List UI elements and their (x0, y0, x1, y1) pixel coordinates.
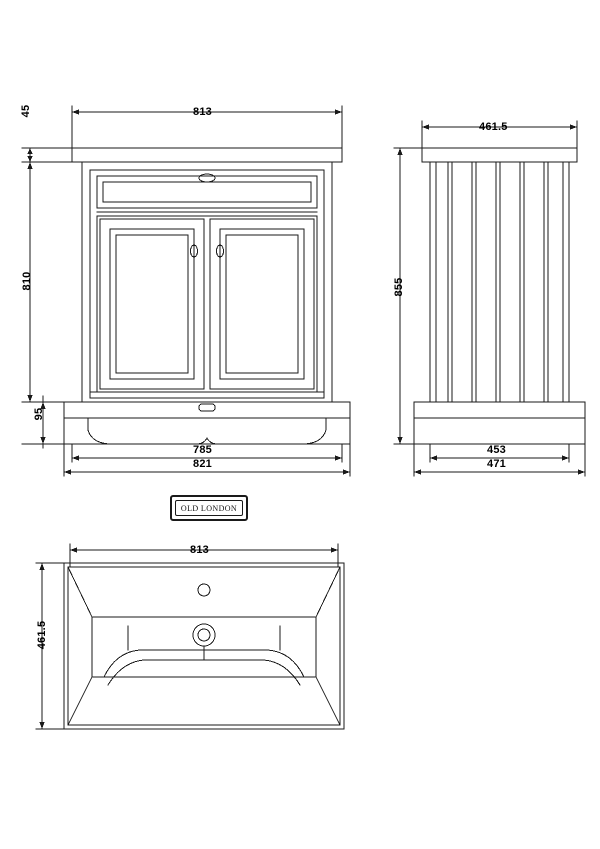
dim-front-top-width: 813 (193, 106, 212, 118)
front-elevation-view (64, 148, 350, 444)
dim-front-inner-width: 785 (193, 444, 212, 456)
side-elevation-view (414, 148, 585, 444)
brand-name: OLD LONDON (180, 503, 238, 513)
dim-side-outer-depth: 471 (487, 458, 506, 470)
brand-badge (170, 495, 248, 521)
side-elevation-dimensions (394, 121, 585, 476)
dim-front-outer-width: 821 (193, 458, 212, 470)
dim-front-cabinet-height: 810 (21, 271, 33, 291)
dim-front-base-height: 95 (33, 407, 45, 421)
basin-plan-dimensions (36, 544, 338, 729)
dim-front-plinth-height: 45 (20, 104, 32, 118)
dim-basin-width: 813 (190, 544, 209, 556)
dim-basin-depth: 461.5 (36, 620, 48, 650)
dim-side-top-depth: 461.5 (479, 121, 508, 133)
dim-side-inner-depth: 453 (487, 444, 506, 456)
basin-plan-view (64, 563, 344, 729)
brand-badge-inner (175, 500, 243, 516)
dim-side-total-height: 855 (393, 277, 405, 297)
